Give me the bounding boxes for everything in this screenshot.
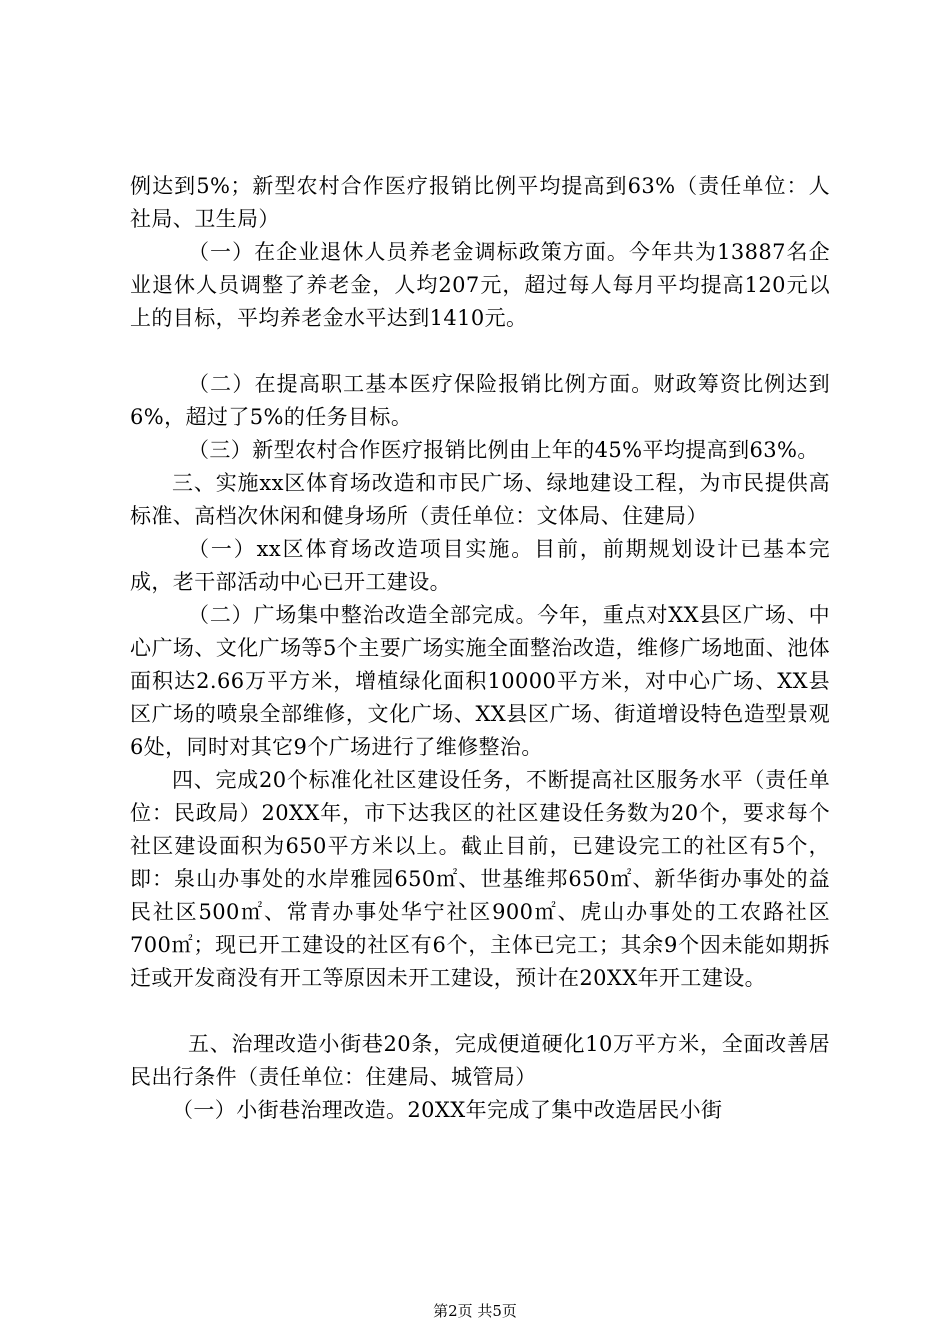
blank-line [130,995,830,1028]
paragraph: （一）在企业退休人员养老金调标政策方面。今年共为13887名企业退休人员调整了养老金，人均207元，超过每人每月平均提高120元以上的目标，平均养老金水平达到1410元。 [130,240,830,330]
paragraph: （二）在提高职工基本医疗保险报销比例方面。财政筹资比例达到6%，超过了5%的任务目标。 [130,372,830,429]
page-footer: 第2页 共5页 [433,1302,517,1320]
paragraph: （二）广场集中整治改造全部完成。今年，重点对XX县区广场、中心广场、文化广场等5个主要广场实施全面整治改造，维修广场地面、池体面积达2.66万平方米，增植绿化面积10000平方米，对中心广场、XX县区广场的喷泉全部维修，文化广场、XX县区广场、街道增设特色造型景观6处，同时对其它9个广场进行了维修整治。 [130,603,830,759]
paragraph: （一）小街巷治理改造。20XX年完成了集中改造居民小街 [172,1098,723,1122]
section-heading: 五、治理改造小街巷20条，完成便道硬化10万平方米，全面改善居民出行条件（责任单位：住建局、城管局） [130,1032,830,1089]
paragraph: （三）新型农村合作医疗报销比例由上年的45%平均提高到63%。 [188,438,819,462]
section-heading: 三、实施xx区体育场改造和市民广场、绿地建设工程，为市民提供高标准、高档次休闲和健身场所（责任单位：文体局、住建局） [130,471,830,528]
document-body [130,170,830,1127]
blank-line [130,335,830,368]
section-heading: 四、完成20个标准化社区建设任务，不断提高社区服务水平（责任单位：民政局）20XX年，市下达我区的社区建设任务数为20个，要求每个社区建设面积为650平方米以上。截止目前，已建设完工的社区有5个，即：泉山办事处的水岸雅园650㎡、世基维邦650㎡、新华街办事处的益民社区500㎡、常青办事处华宁社区900㎡、虎山办事处的工农路社区700㎡；现已开工建设的社区有6个，主体已完工；其余9个因未能如期拆迁或开发商没有开工等原因未开工建设，预计在20XX年开工建设。 [130,768,830,990]
paragraph: （一）xx区体育场改造项目实施。目前，前期规划设计已基本完成，老干部活动中心已开工建设。 [130,537,830,594]
paragraph: 例达到5%；新型农村合作医疗报销比例平均提高到63%（责任单位：人社局、卫生局） [130,174,830,231]
